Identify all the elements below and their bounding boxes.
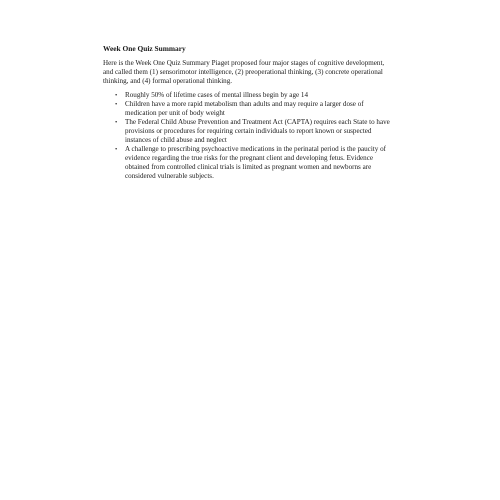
list-item-text: A challenge to prescribing psychoactive medications in the perinatal period is the paucity of evidence regarding the true risks for the pregnant client and developing fetus. Evidence obtained from controlled clinical trials is limited as pregnant women and newborns are considered vulnerable subjects. <box>125 145 387 180</box>
bullet-icon: • <box>115 101 118 108</box>
bullet-icon: • <box>115 119 118 126</box>
list-item <box>115 118 393 145</box>
list-item-text: Roughly 50% of lifetime cases of mental illness begin by age 14 <box>125 91 309 99</box>
list-item <box>115 91 393 100</box>
list-item-text: The Federal Child Abuse Prevention and Treatment Act (CAPTA) requires each State to have provisions or procedures for requiring certain individuals to report known or suspected instances of child abuse and neglect <box>125 118 390 144</box>
document-content <box>103 44 393 181</box>
list-item-text: Children have a more rapid metabolism than adults and may require a larger dose of medication per unit of body weight <box>125 100 364 117</box>
document-title: Week One Quiz Summary <box>103 44 186 53</box>
bullet-icon: • <box>115 146 118 153</box>
list-item <box>115 145 393 181</box>
list-item <box>115 100 393 118</box>
intro-paragraph: Here is the Week One Quiz Summary Piaget proposed four major stages of cognitive development, and called them (1) sensorimotor intelligence, (2) preoperational thinking, (3) concrete operational thinking, and (4) formal operational thinking. <box>103 59 385 85</box>
bullet-list <box>103 91 393 181</box>
bullet-icon: • <box>115 92 118 99</box>
